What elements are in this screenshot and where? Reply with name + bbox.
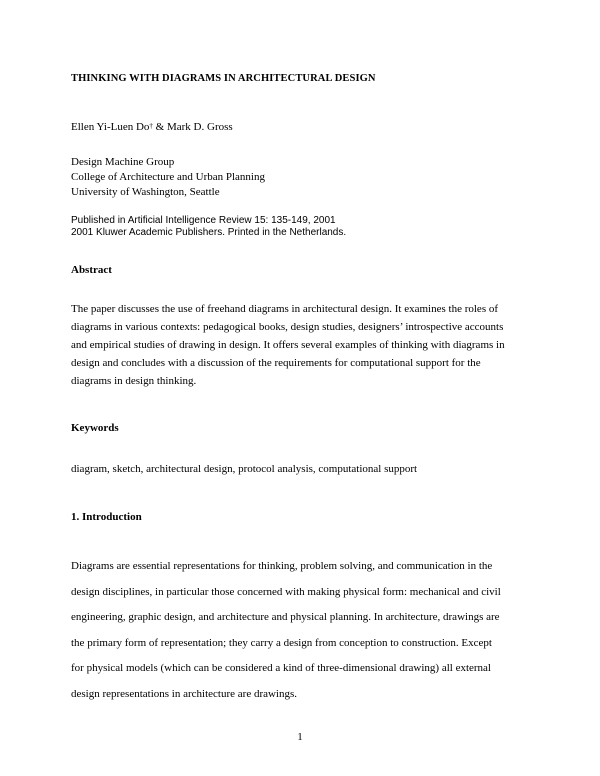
- affiliation-line: University of Washington, Seattle: [71, 186, 220, 198]
- abstract-line: diagrams in design thinking.: [71, 375, 197, 387]
- publication-line: Published in Artificial Intelligence Review 15: 135-149, 2001: [71, 215, 336, 226]
- abstract-line: design and concludes with a discussion of the requirements for computational support for the: [71, 357, 481, 369]
- abstract-line: The paper discusses the use of freehand diagrams in architectural design. It examines the roles of: [71, 303, 499, 315]
- publication-info: [71, 215, 531, 239]
- author-first: Ellen Yi-Luen Do: [71, 121, 150, 133]
- authors: [71, 119, 531, 135]
- introduction-line: design disciplines, in particular those concerned with making physical form: mechanical and civil: [71, 585, 501, 598]
- dagger-mark: †: [149, 122, 153, 130]
- introduction-body: [71, 554, 533, 707]
- affiliation-line: Design Machine Group: [71, 156, 175, 168]
- abstract-line: and empirical studies of drawing in design. It offers several examples of thinking with diagrams in: [71, 339, 505, 351]
- affiliation-line: College of Architecture and Urban Planning: [71, 171, 265, 183]
- introduction-line: engineering, graphic design, and architecture and physical planning. In architecture, drawings are: [71, 611, 500, 623]
- introduction-line: the primary form of representation; they carry a design from conception to construction. Except: [71, 636, 492, 649]
- abstract-heading: Abstract: [71, 264, 112, 276]
- page-number: 1: [297, 731, 303, 743]
- keywords-text: diagram, sketch, architectural design, protocol analysis, computational support: [71, 463, 418, 475]
- abstract-line: diagrams in various contexts: pedagogical books, design studies, designers’ introspective accounts: [71, 321, 504, 333]
- paper-title: THINKING WITH DIAGRAMS IN ARCHITECTURAL DESIGN: [71, 73, 376, 84]
- introduction-line: for physical models (which can be considered a kind of three-dimensional drawing) all external: [71, 662, 491, 674]
- introduction-heading: 1. Introduction: [71, 511, 142, 523]
- affiliation: [71, 155, 531, 200]
- author-rest: & Mark D. Gross: [152, 121, 233, 133]
- introduction-line: Diagrams are essential representations for thinking, problem solving, and communication in the: [71, 560, 493, 572]
- keywords-heading: Keywords: [71, 422, 119, 434]
- publication-line: 2001 Kluwer Academic Publishers. Printed in the Netherlands.: [71, 227, 347, 238]
- introduction-line: design representations in architecture are drawings.: [71, 687, 298, 700]
- abstract-body: [71, 300, 533, 390]
